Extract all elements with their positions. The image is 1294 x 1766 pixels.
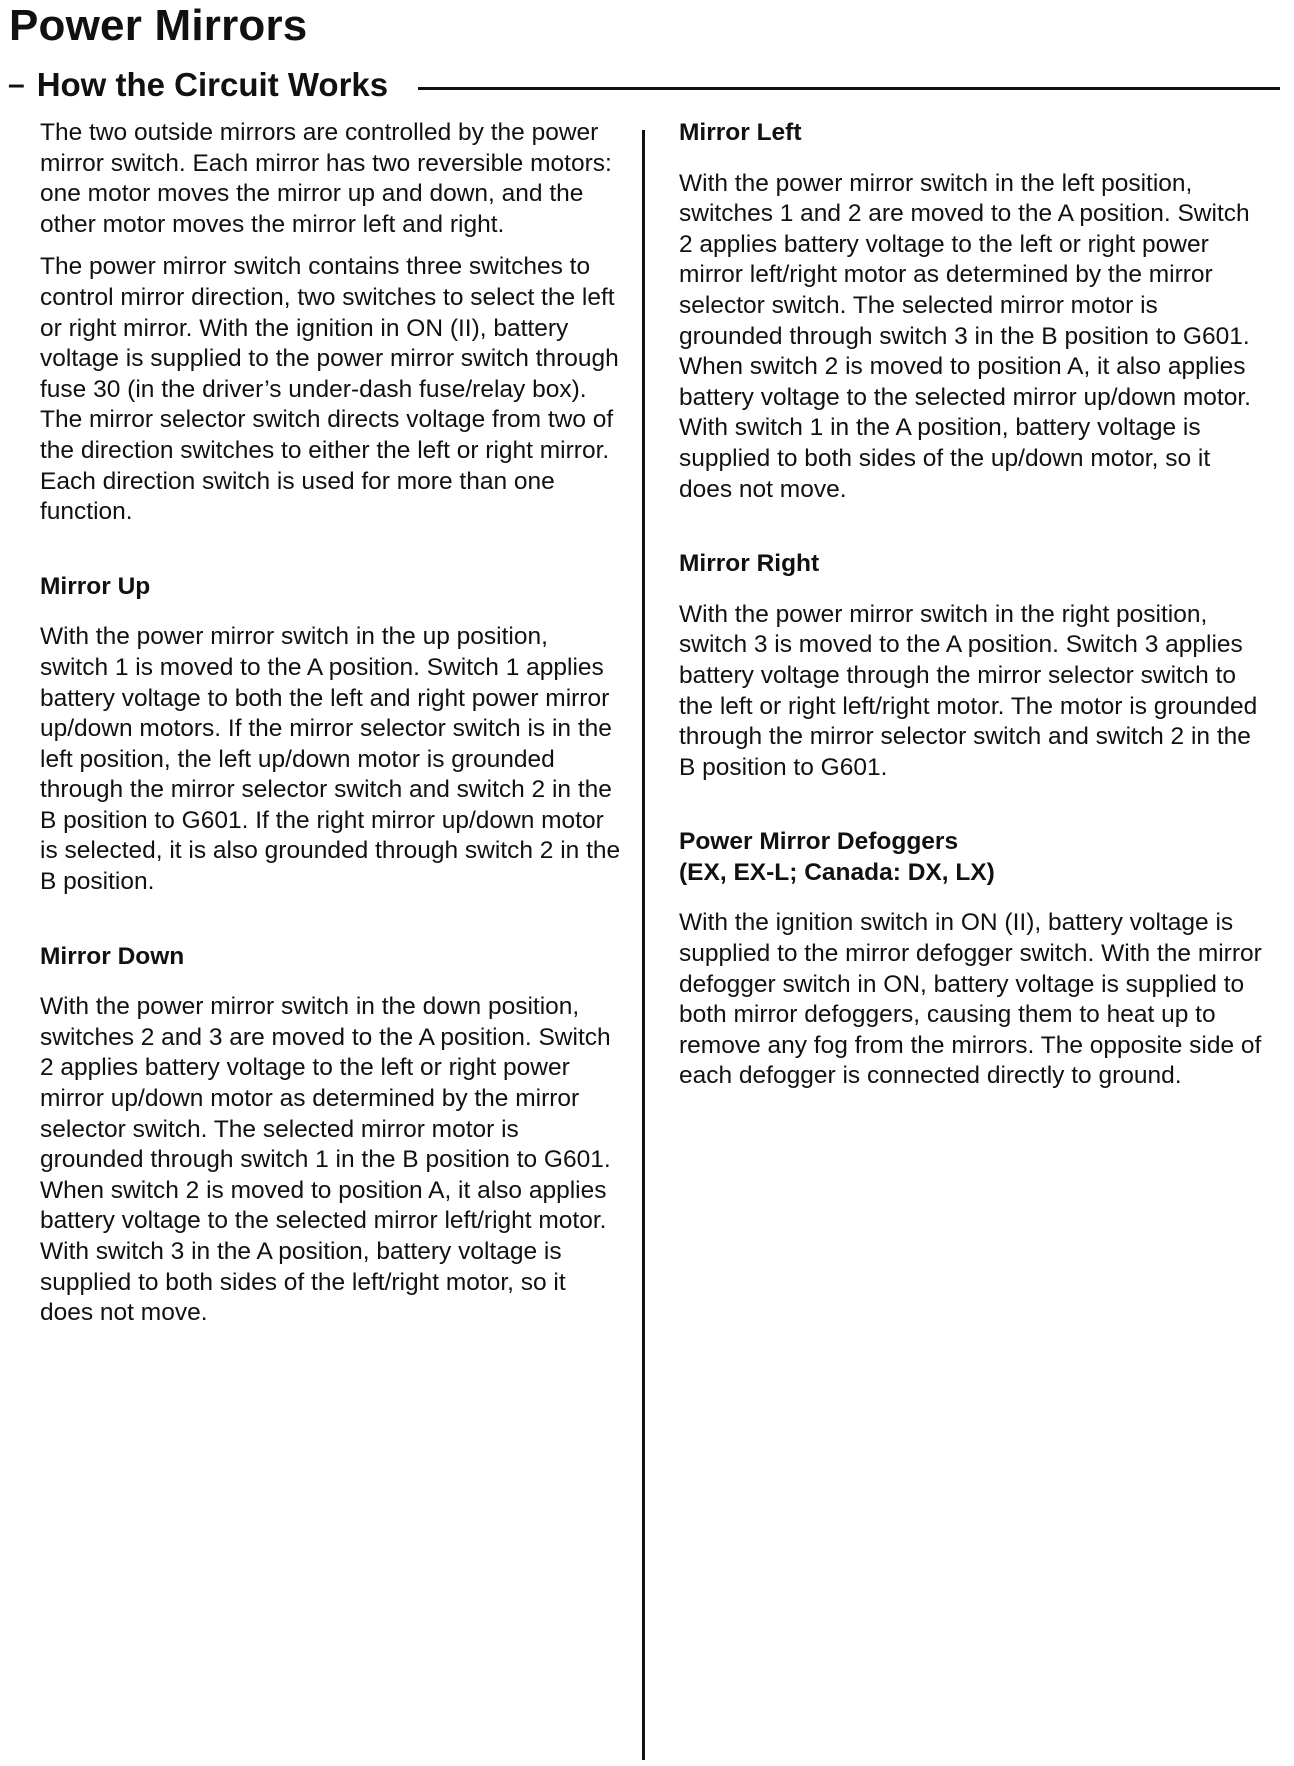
- mirror-down-body: With the power mirror switch in the down position, switches 2 and 3 are moved to the A position. Switch 2 applies battery voltage to the left or right power mirror up/down motor as determined by the mirror selector switch. The selected mirror motor is grounded through switch 1 in the B position to G601. When switch 2 is moved to position A, it also applies battery voltage to the selected mirror left/right motor. With switch 3 in the A position, battery voltage is supplied to both sides of the left/right motor, so it does not move.: [40, 993, 611, 1327]
- mirror-left-heading: Mirror Left: [679, 119, 802, 146]
- defoggers-heading-line-1: Power Mirror Defoggers: [679, 828, 959, 856]
- left-column: [40, 118, 622, 1329]
- page-title: Power Mirrors: [9, 1, 308, 50]
- mirror-right-body: With the power mirror switch in the right position, switch 3 is moved to the A position. Switch 3 applies battery voltage through the mirror selector switch to the left or right left/right motor. The motor is grounded through the mirror selector switch and switch 2 in the B position to G601.: [679, 600, 1258, 781]
- intro-paragraph-2: The power mirror switch contains three switches to control mirror direction, two switches to select the left or right mirror. With the ignition in ON (II), battery voltage is supplied to the power mirror switch through fuse 30 (in the driver’s under-dash fuse/relay box). The mirror selector switch directs voltage from two of the direction switches to either the left or right mirror. Each direction switch is used for more than one function.: [40, 253, 619, 526]
- mirror-right-heading: Mirror Right: [679, 550, 820, 578]
- mirror-left-body: With the power mirror switch in the left position, switches 1 and 2 are moved to the A position. Switch 2 applies battery voltage to the left or right power mirror left/right motor as determined by the mirror selector switch. The selected mirror motor is grounded through switch 3 in the B position to G601. When switch 2 is moved to position A, it also applies battery voltage to the selected mirror up/down motor. With switch 1 in the A position, battery voltage is supplied to both sides of the up/down motor, so it does not move.: [679, 169, 1251, 503]
- right-column: [679, 118, 1264, 1092]
- section-dash: –: [8, 68, 25, 101]
- section-rule: [418, 87, 1280, 90]
- mirror-up-heading: Mirror Up: [40, 572, 151, 600]
- section-title: How the Circuit Works: [36, 66, 389, 103]
- section-header: [8, 62, 1280, 108]
- defoggers-body: With the ignition switch in ON (II), battery voltage is supplied to the mirror defogger switch. With the mirror defogger switch in ON, battery voltage is supplied to both mirror defoggers, causing them to heat up to remove any fog from the mirrors. The opposite side of each defogger is connected directly to ground.: [679, 909, 1262, 1090]
- mirror-down-heading: Mirror Down: [40, 942, 185, 970]
- mirror-up-body: With the power mirror switch in the up position, switch 1 is moved to the A position. Switch 1 applies battery voltage to both the left and right power mirror up/down motors. If the mirror selector switch is in the left position, the left up/down motor is grounded through the mirror selector switch and switch 2 in the B position to G601. If the right mirror up/down motor is selected, it is also grounded through switch 2 in the B position.: [40, 623, 621, 896]
- intro-paragraph-1: The two outside mirrors are controlled by the power mirror switch. Each mirror has two reversible motors: one motor moves the mirror up and down, and the other motor moves the mirror left and right.: [40, 119, 612, 238]
- column-divider: [642, 130, 645, 1760]
- defoggers-heading-line-2: (EX, EX-L; Canada: DX, LX): [679, 858, 995, 886]
